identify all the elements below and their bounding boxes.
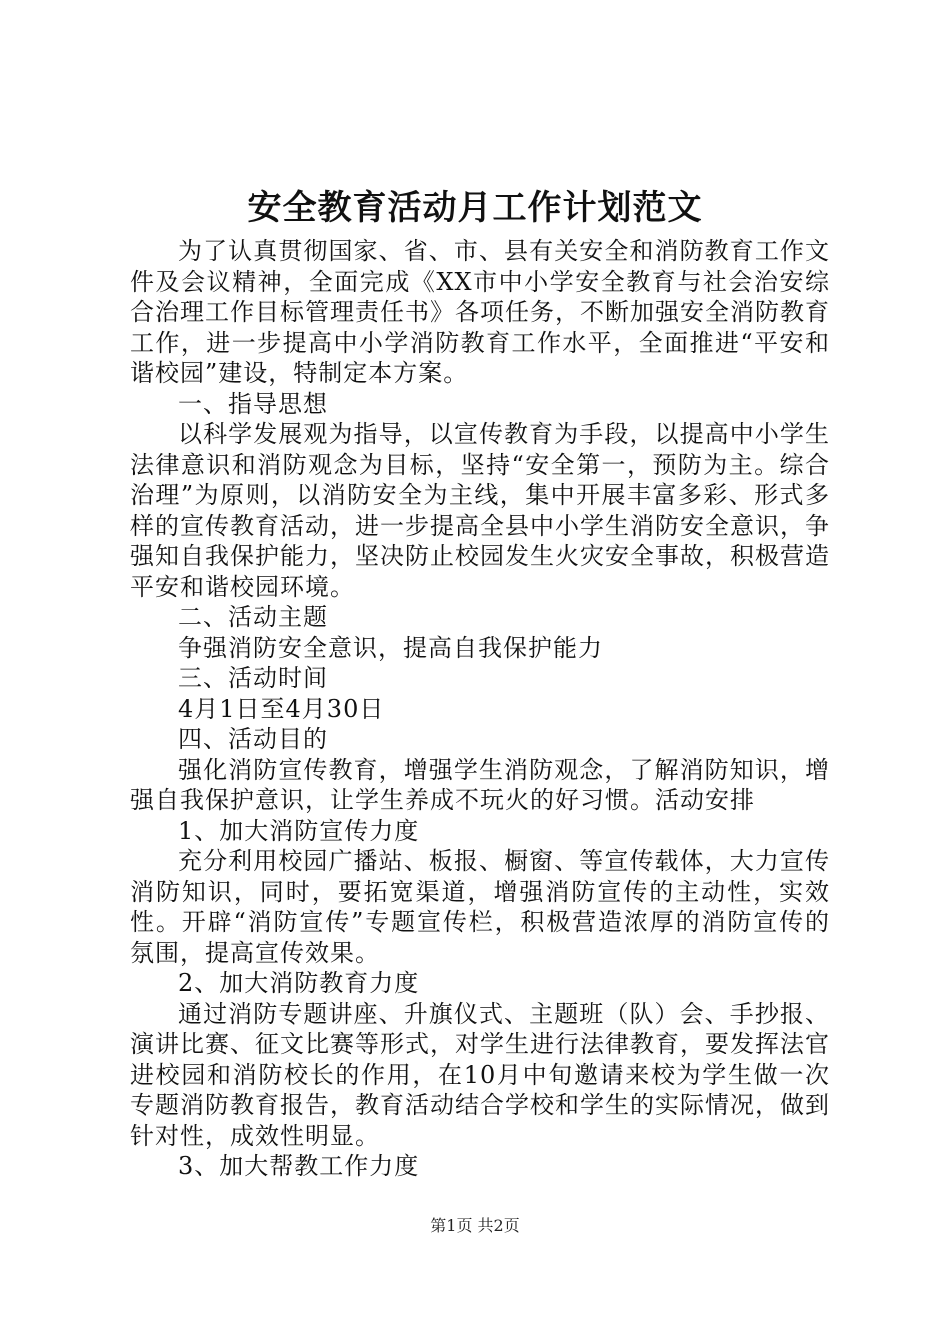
section-heading-activity-theme: 二、活动主题	[178, 603, 328, 631]
section-heading-guiding-ideology: 一、指导思想	[178, 389, 328, 418]
education-paragraph: 通过消防专题讲座、升旗仪式、主题班（队）会、手抄报、演讲比赛、征文比赛等形式，对学生进行法律教育，要发挥法官进校园和消防校长的作用，在10月中旬邀请来校为学生做一次专题消防教育报告，教育活动结合学校和学生的实际情况，做到针对性，成效性明显。	[130, 999, 830, 1150]
guiding-ideology-paragraph: 以科学发展观为指导，以宣传教育为手段，以提高中小学生法律意识和消防观念为目标，坚持“安全第一，预防为主。综合治理”为原则，以消防安全为主线，集中开展丰富多彩、形式多样的宣传教育活动，进一步提高全县中小学生消防安全意识，争强知自我保护能力，坚决防止校园发生火灾安全事故，积极营造平安和谐校园环境。	[130, 420, 830, 601]
intro-paragraph: 为了认真贯彻国家、省、市、县有关安全和消防教育工作文件及会议精神，全面完成《XX市中小学安全教育与社会治安综合治理工作目标管理责任书》各项任务，不断加强安全消防教育工作，进一步提高中小学消防教育工作水平，全面推进“平安和谐校园”建设，特制定本方案。	[130, 237, 830, 387]
subsection-heading-assistance: 3、加大帮教工作力度	[178, 1152, 420, 1180]
activity-purpose-paragraph: 强化消防宣传教育，增强学生消防观念，了解消防知识，增强自我保护意识，让学生养成不玩火的好习惯。活动安排	[130, 755, 830, 814]
subsection-heading-education: 2、加大消防教育力度	[178, 969, 420, 997]
document-body	[130, 236, 830, 1182]
section-heading-activity-purpose: 四、活动目的	[178, 725, 328, 753]
publicity-paragraph: 充分利用校园广播站、板报、橱窗、等宣传载体，大力宣传消防知识，同时，要拓宽渠道，增强消防宣传的主动性，实效性。开辟“消防宣传”专题宣传栏，积极营造浓厚的消防宣传的氛围，提高宣传效果。	[130, 847, 830, 967]
activity-theme-paragraph: 争强消防安全意识，提高自我保护能力	[178, 633, 603, 662]
page-number-footer: 第1页 共2页	[430, 1216, 520, 1235]
activity-time-paragraph: 4月1日至4月30日	[178, 694, 385, 723]
section-heading-activity-time: 三、活动时间	[178, 664, 328, 692]
subsection-heading-publicity: 1、加大消防宣传力度	[178, 816, 420, 845]
document-title: 安全教育活动月工作计划范文	[247, 188, 703, 228]
